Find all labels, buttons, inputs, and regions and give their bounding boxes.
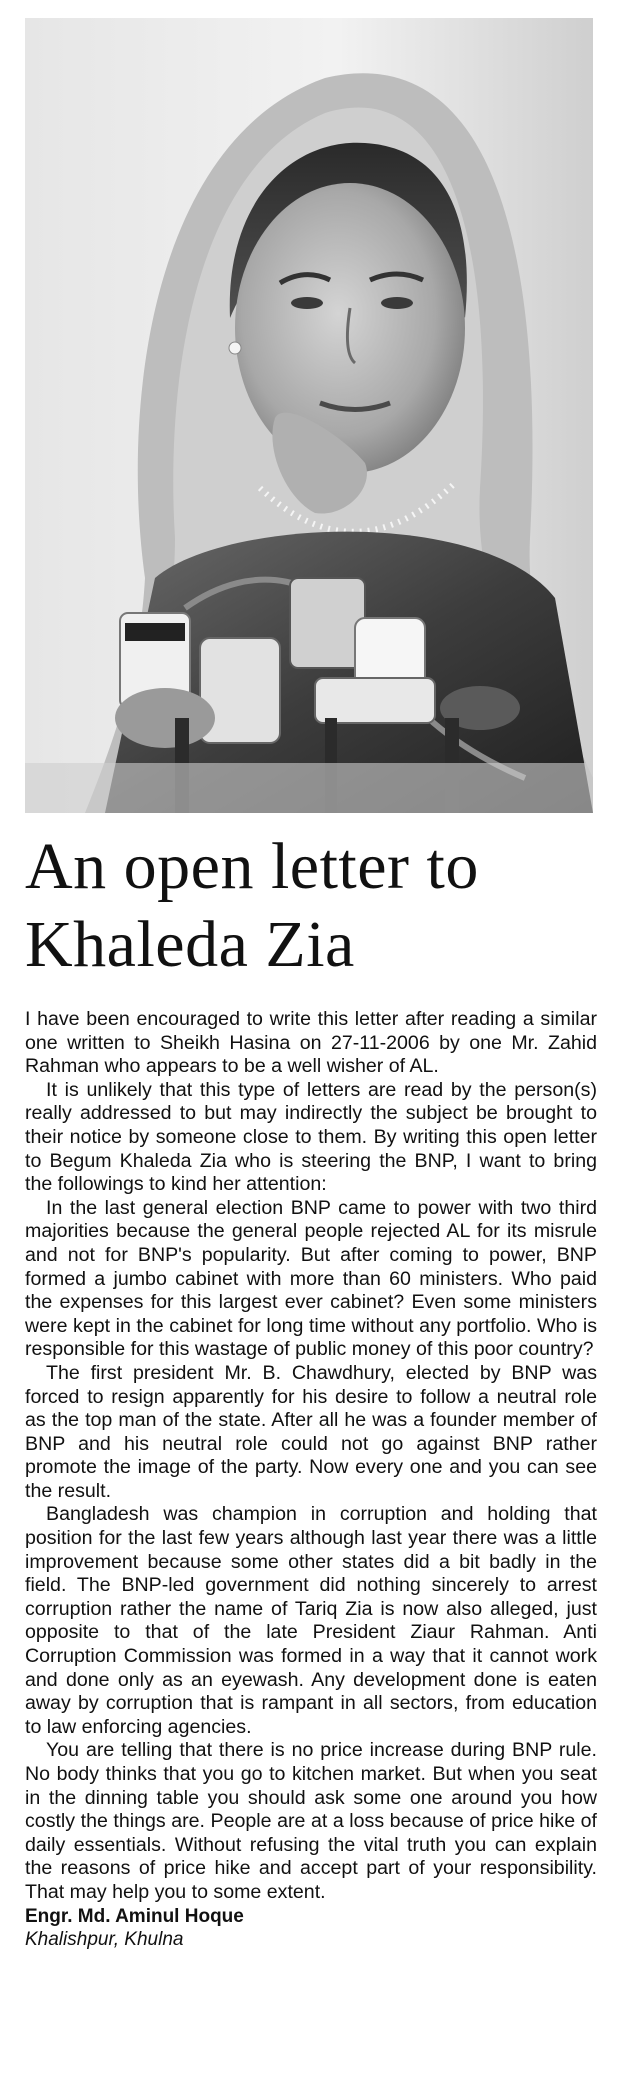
paragraph-5: Bangladesh was champion in corruption and holding that position for the last few years although last year there was a little improvement because some other states did a bit badly in the field. The BNP-led government did nothing sincerely to arrest corruption rather the name of Tariq Zia is now also alleged, just opposite to that of the late President Ziaur Rahman. Anti Corruption Commission was formed in a way that it cannot work and done only as an eyewash. Any development done is eaten away by corruption that is rampant in all sectors, from education to law enforcing agencies.	[25, 1503, 597, 1738]
paragraph-4: The first president Mr. B. Chawdhury, elected by BNP was forced to resign apparently for his desire to follow a neutral role as the top man of the state. After all he was a founder member of BNP and his neutral role could not go against BNP rather promote the image of the party. Now every one and you can see the result.	[25, 1361, 597, 1502]
author-name: Engr. Md. Aminul Hoque	[25, 1905, 244, 1927]
headline-line-2: Khaleda Zia	[25, 908, 355, 981]
headline	[25, 828, 605, 984]
headline-line-1: An open letter to	[25, 830, 479, 903]
news-photo-khaleda-zia	[25, 18, 593, 813]
paragraph-6: You are telling that there is no price increase during BNP rule. No body thinks that you go to kitchen market. But when you seat in the dinning table you should ask some one around you how costly the things are. People are at a loss because of price hike of daily essentials. Without refusing the vital truth you can explain the reasons of price hike and accept part of your responsibility. That may help you to some extent.	[25, 1739, 597, 1903]
paragraph-3: In the last general election BNP came to power with two third majorities because the general people rejected AL for its misrule and not for BNP's popularity. But after coming to power, BNP formed a jumbo cabinet with more than 60 ministers. Who paid the expenses for this largest ever cabinet? Even some ministers were kept in the cabinet for long time without any portfolio. Who is responsible for this wastage of public money of this poor country?	[25, 1196, 597, 1361]
paragraph-1: I have been encouraged to write this letter after reading a similar one written to Sheikh Hasina on 27-11-2006 by one Mr. Zahid Rahman who appears to be a well wisher of AL.	[25, 1008, 597, 1078]
paragraph-2: It is unlikely that this type of letters are read by the person(s) really addressed to but may indirectly the subject be brought to their notice by someone close to them. By writing this open letter to Begum Khaleda Zia who is steering the BNP, I want to bring the followings to kind her attention:	[25, 1078, 597, 1196]
letter-body	[25, 1008, 597, 1952]
author-location: Khalishpur, Khulna	[25, 1929, 184, 1951]
